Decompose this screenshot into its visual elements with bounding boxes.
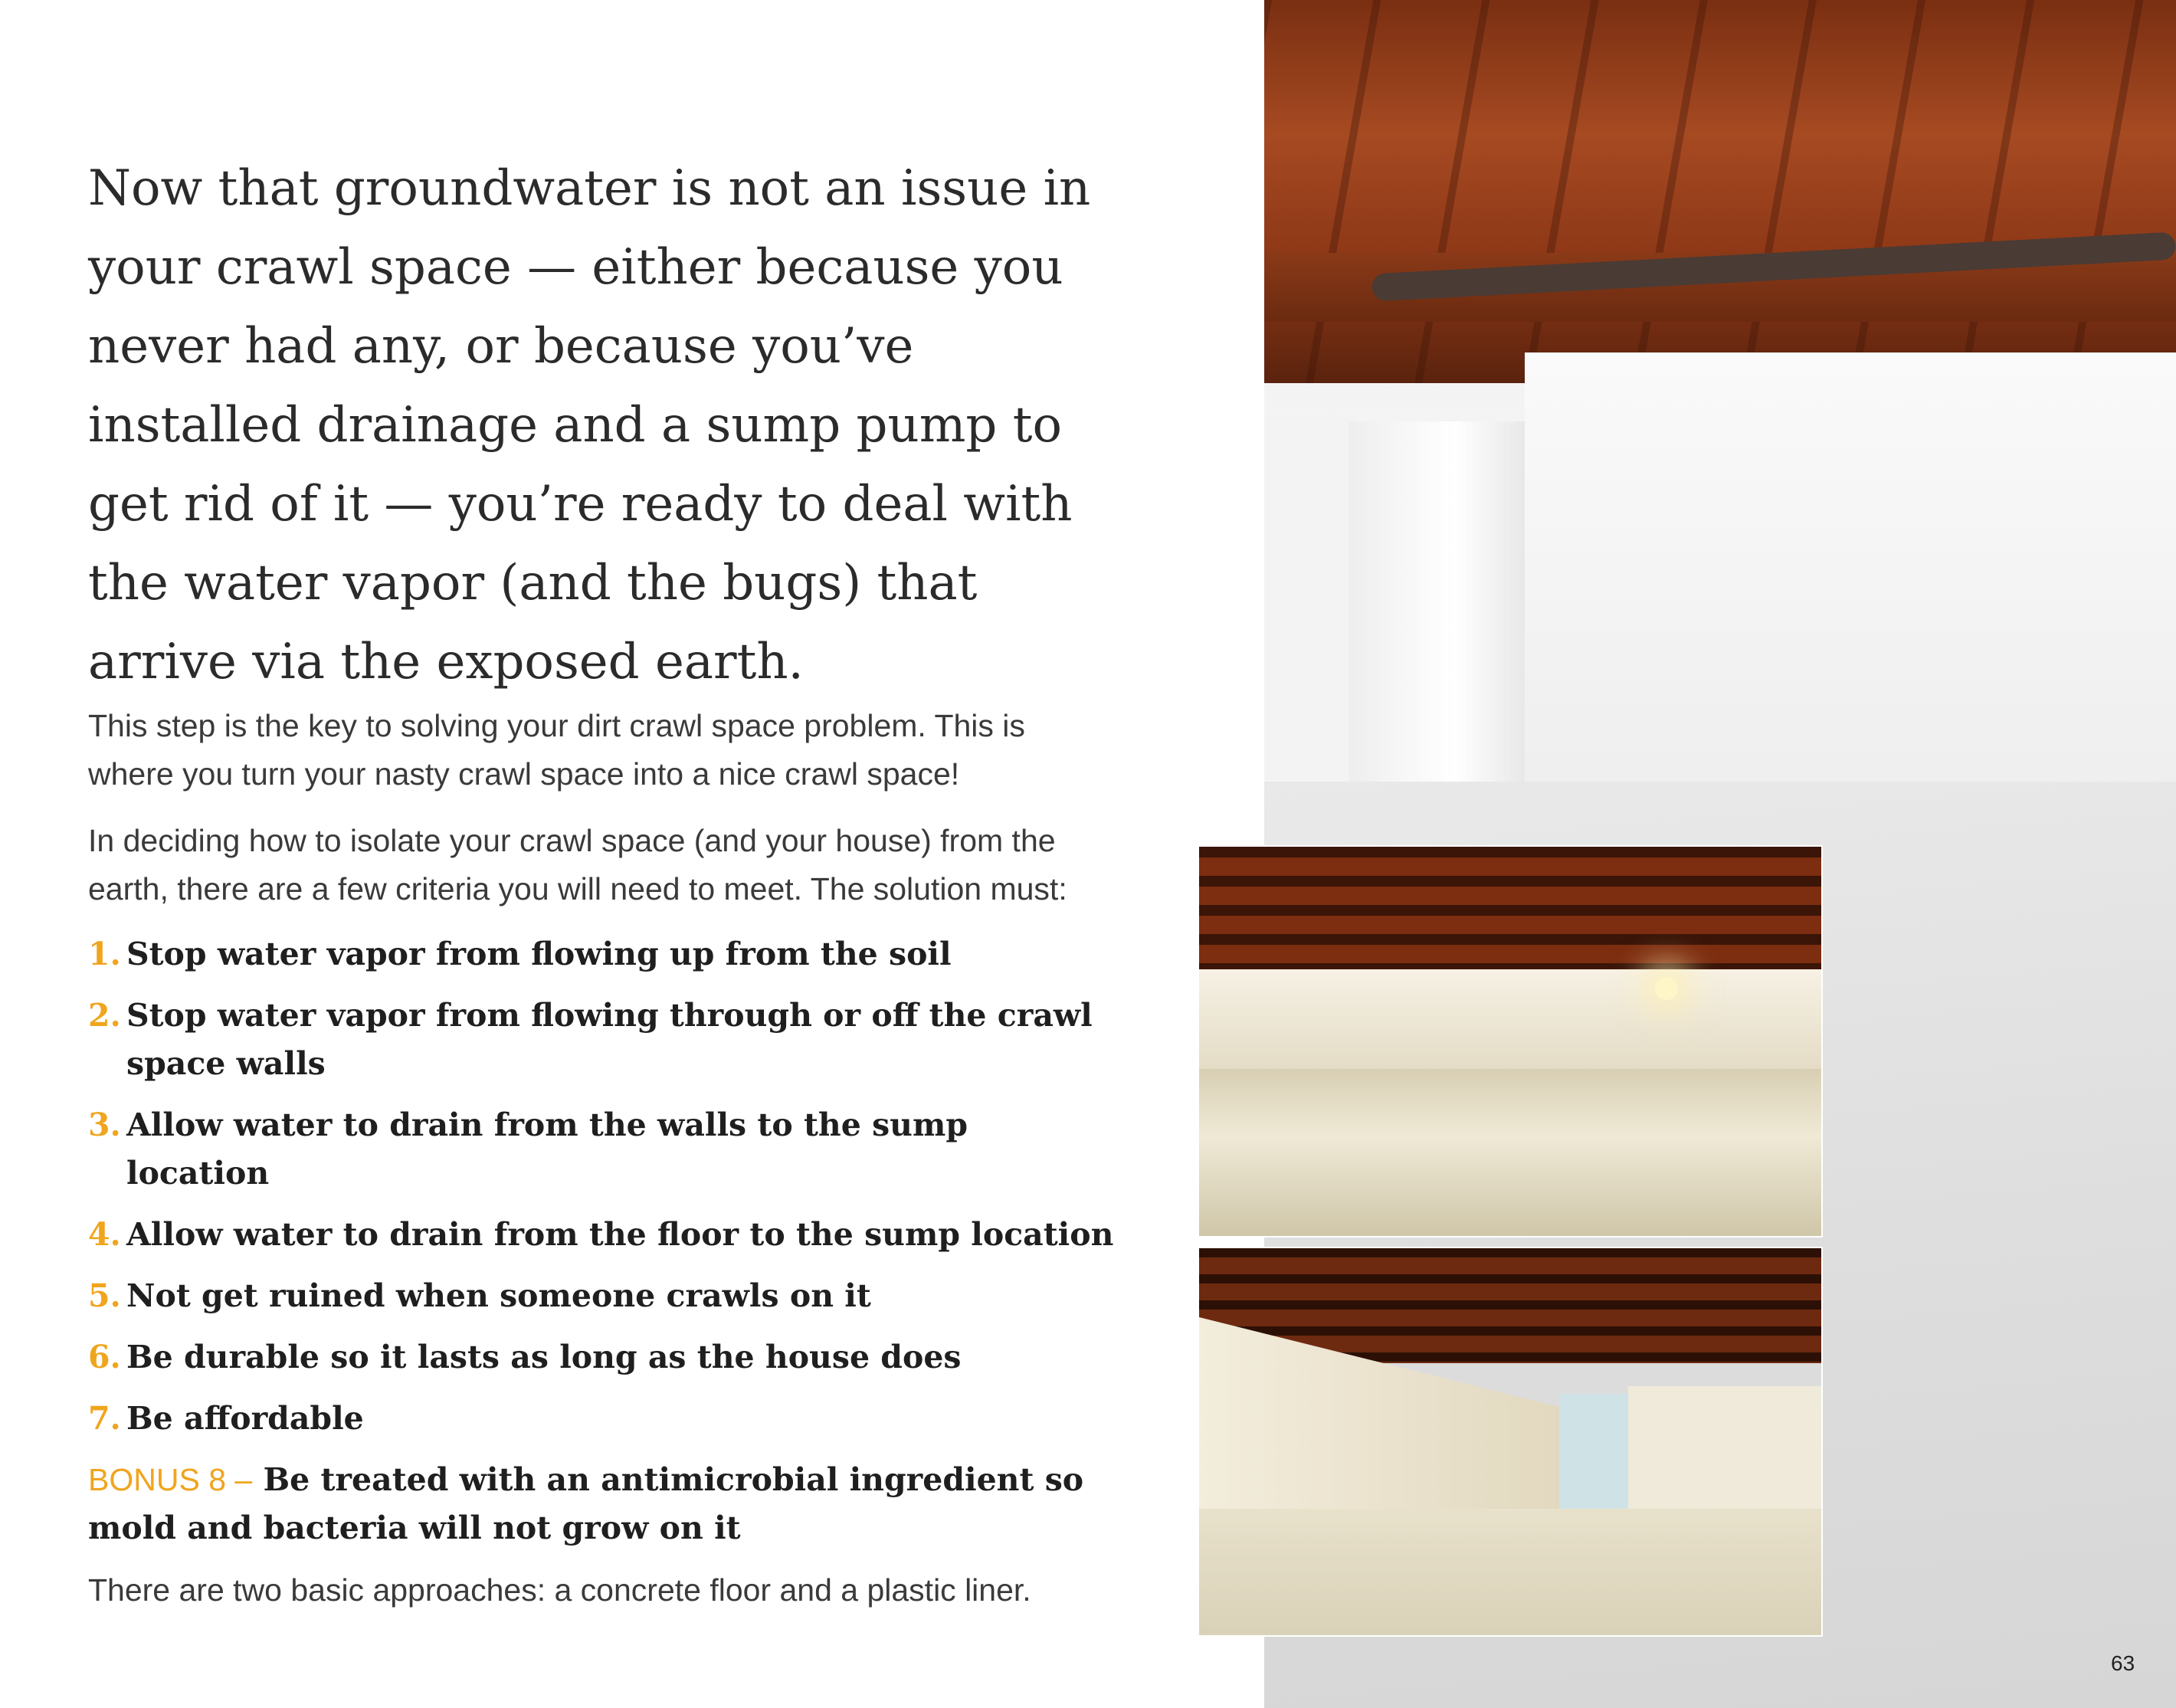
bonus-tag: BONUS 8 – xyxy=(88,1462,253,1497)
lead-paragraph: Now that groundwater is not an issue in your crawl space — either because you never had any, or because you’ve installed drainage and a sump pump to get rid of it — you’re ready to deal with the water vapor (and the bugs) that arrive via the exposed earth. xyxy=(88,160,1091,690)
photo-wall-liner xyxy=(1525,352,2176,843)
criteria-text: Stop water vapor from flowing up from the soil xyxy=(126,936,952,972)
page-number: 63 xyxy=(2111,1651,2135,1675)
closing-paragraph: There are two basic approaches: a concrete floor and a plastic liner. xyxy=(88,1572,1031,1608)
work-light-icon xyxy=(1655,977,1678,1000)
inset1-floor xyxy=(1199,1069,1821,1238)
inset1-wall xyxy=(1199,969,1821,1069)
criteria-text: Stop water vapor from flowing through or off the crawl space walls xyxy=(126,997,1093,1082)
criteria-text: Not get ruined when someone crawls on it xyxy=(126,1277,871,1314)
photo-pier-left xyxy=(1264,414,1356,843)
inset-photo-2 xyxy=(1198,1247,1823,1637)
criteria-list xyxy=(88,930,1115,1443)
criteria-item xyxy=(88,1333,1115,1382)
criteria-item xyxy=(88,992,1115,1088)
criteria-item xyxy=(88,1101,1115,1198)
inset-photo-1 xyxy=(1198,845,1823,1238)
criteria-number: 7. xyxy=(88,1400,121,1437)
bonus-text: Be treated with an antimicrobial ingredient so mold and bacteria will not grow on it xyxy=(88,1461,1084,1546)
criteria-text: Be affordable xyxy=(126,1400,364,1437)
criteria-text: Allow water to drain from the walls to the sump location xyxy=(126,1106,968,1192)
criteria-text: Allow water to drain from the floor to the sump location xyxy=(126,1216,1114,1253)
criteria-number: 4. xyxy=(88,1216,121,1253)
body-paragraph-1: This step is the key to solving your dirt crawl space problem. This is where you turn your nasty crawl space into a nice crawl space! xyxy=(88,708,1025,792)
criteria-number: 6. xyxy=(88,1339,121,1375)
criteria-item xyxy=(88,930,1115,979)
criteria-text: Be durable so it lasts as long as the house does xyxy=(126,1339,962,1375)
bonus-criterion xyxy=(88,1456,1115,1552)
criteria-number: 5. xyxy=(88,1277,121,1314)
criteria-item xyxy=(88,1272,1115,1320)
photo-floor-joists xyxy=(1264,0,2176,383)
photo-pier xyxy=(1349,421,1525,820)
inset2-right-wall xyxy=(1628,1386,1823,1524)
criteria-number: 1. xyxy=(88,936,121,972)
criteria-item xyxy=(88,1395,1115,1443)
text-column xyxy=(88,149,1115,1615)
body-paragraph-2: In deciding how to isolate your crawl space (and your house) from the earth, there are a few criteria you will need to meet. The solution must: xyxy=(88,823,1067,906)
inset1-ceiling xyxy=(1199,847,1821,977)
criteria-number: 2. xyxy=(88,997,121,1034)
criteria-number: 3. xyxy=(88,1106,121,1143)
inset2-floor xyxy=(1199,1509,1821,1637)
criteria-item xyxy=(88,1211,1115,1259)
